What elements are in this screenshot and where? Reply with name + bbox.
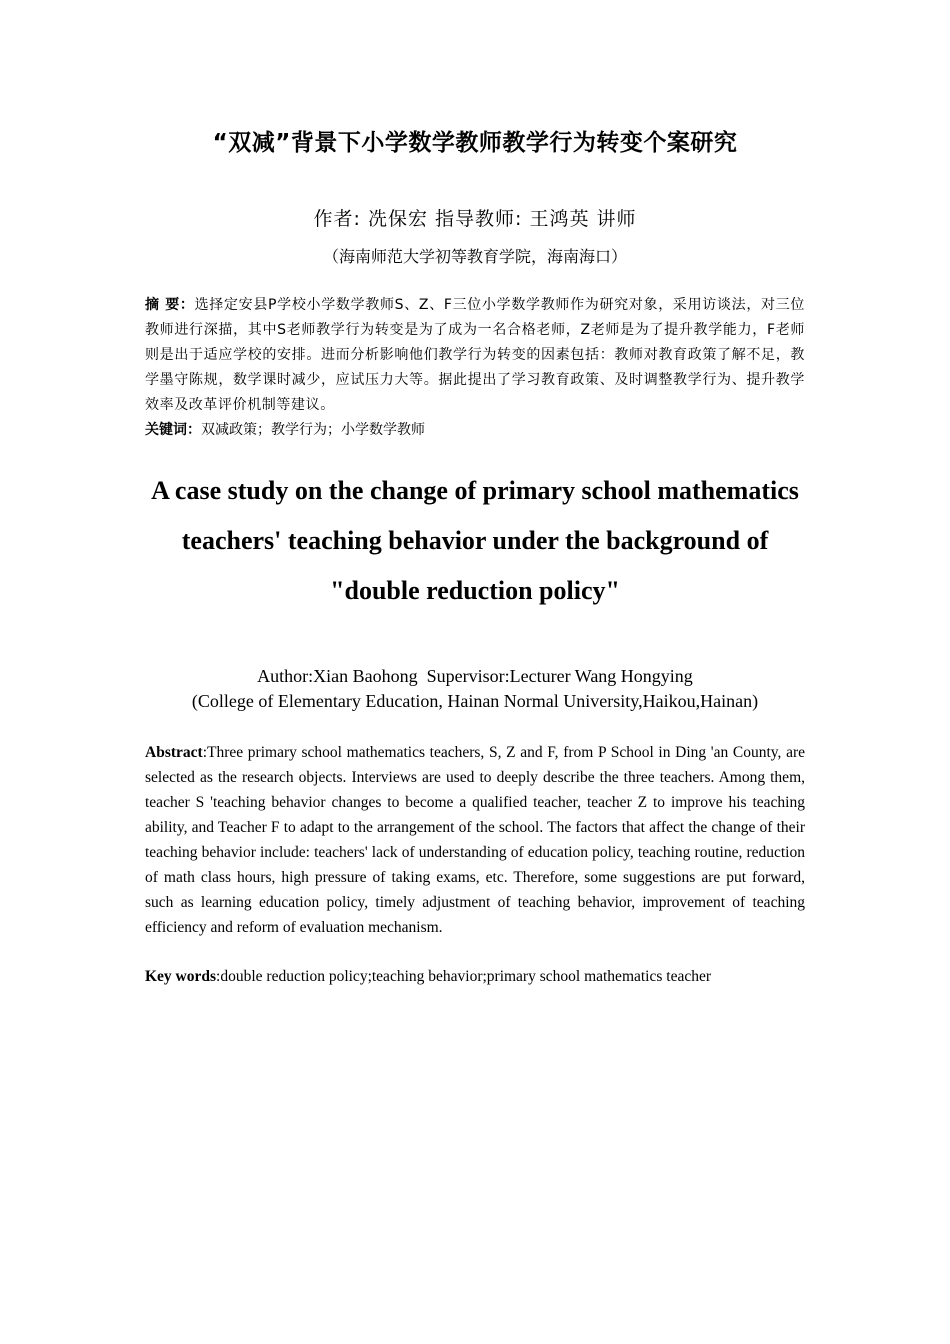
english-title-line-1: A case study on the change of primary school mathematics	[151, 476, 799, 505]
chinese-author-line: 作者: 冼保宏 指导教师: 王鸿英 讲师	[313, 208, 637, 230]
chinese-abstract-text: 选择定安县P学校小学数学教师S、Z、F三位小学数学教师作为研究对象，采用访谈法，对三位教师进行深描，其中S老师教学行为转变是为了成为一名合格老师，Z老师是为了提升教学能力，F老师则是出于适应学校的安排。进而分析影响他们教学行为转变的因素包括：教师对教育政策了解不足，教学墨守陈规，数学课时减少，应试压力大等。据此提出了学习教育政策、及时调整教学行为、提升教学效率及改革评价机制等建议。	[145, 297, 805, 413]
english-abstract	[145, 740, 805, 940]
english-affiliation: (College of Elementary Education, Hainan Normal University,Haikou,Hainan)	[191, 691, 759, 711]
english-keywords-text: :double reduction policy;teaching behavior;primary school mathematics teacher	[216, 968, 712, 985]
english-title-line-3: "double reduction policy"	[330, 576, 620, 605]
chinese-affiliation: （海南师范大学初等教育学院，海南海口）	[322, 247, 627, 266]
chinese-keywords-text: 双减政策；教学行为；小学数学教师	[201, 422, 425, 438]
english-title	[100, 466, 850, 616]
chinese-keywords	[145, 418, 805, 443]
english-abstract-text: :Three primary school mathematics teachers, S, Z and F, from P School in Ding 'an County, are selected as the research objects. Interviews are used to deeply describe the three teachers. Among them, teacher S 'teaching behavior changes to become a qualified teacher, teacher Z to improve his teaching ability, and Teacher F to adapt to the arrangement of the school. The factors that affect the change of their teaching behavior include: teachers' lack of understanding of education policy, teaching routine, reduction of math class hours, high pressure of taking exams, etc. Therefore, some suggestions are put forward, such as learning education policy, timely adjustment of teaching behavior, improvement of teaching efficiency and reform of evaluation mechanism.	[145, 744, 805, 936]
chinese-abstract-label: 摘 要：	[145, 297, 195, 313]
english-keywords	[145, 964, 805, 989]
english-keywords-label: Key words	[145, 968, 217, 985]
chinese-abstract	[145, 293, 805, 418]
chinese-keywords-label: 关键词：	[145, 422, 201, 438]
english-abstract-label: Abstract	[145, 744, 203, 761]
english-title-line-2: teachers' teaching behavior under the background of	[181, 526, 769, 555]
english-author-line: Author:Xian Baohong Supervisor:Lecturer Wang Hongying	[257, 666, 693, 686]
chinese-title: “双减”背景下小学数学教师教学行为转变个案研究	[212, 130, 738, 156]
